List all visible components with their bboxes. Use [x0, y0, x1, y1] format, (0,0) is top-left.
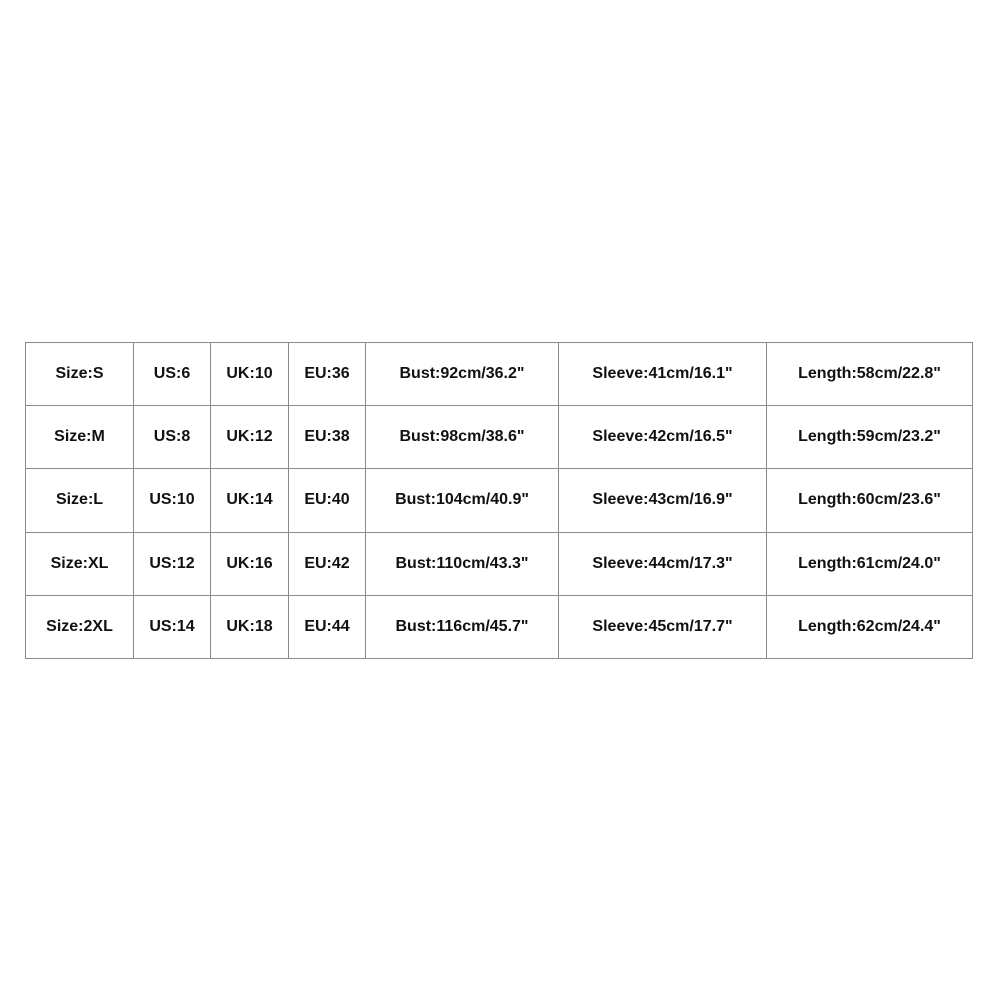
uk-size-cell: UK:10	[211, 343, 289, 406]
length-cell: Length:60cm/23.6"	[767, 469, 973, 532]
table-row	[26, 595, 973, 658]
us-size-cell: US:10	[134, 469, 211, 532]
bust-cell: Bust:116cm/45.7"	[366, 595, 559, 658]
us-size-cell: US:14	[134, 595, 211, 658]
length-cell: Length:58cm/22.8"	[767, 343, 973, 406]
us-size-cell: US:8	[134, 406, 211, 469]
size-cell: Size:L	[26, 469, 134, 532]
length-cell: Length:59cm/23.2"	[767, 406, 973, 469]
uk-size-cell: UK:16	[211, 532, 289, 595]
bust-cell: Bust:98cm/38.6"	[366, 406, 559, 469]
sleeve-cell: Sleeve:44cm/17.3"	[559, 532, 767, 595]
uk-size-cell: UK:14	[211, 469, 289, 532]
eu-size-cell: EU:40	[289, 469, 366, 532]
eu-size-cell: EU:44	[289, 595, 366, 658]
size-chart-table	[25, 342, 973, 659]
us-size-cell: US:6	[134, 343, 211, 406]
us-size-cell: US:12	[134, 532, 211, 595]
table-row	[26, 469, 973, 532]
sleeve-cell: Sleeve:41cm/16.1"	[559, 343, 767, 406]
table-row	[26, 532, 973, 595]
size-cell: Size:XL	[26, 532, 134, 595]
size-cell: Size:S	[26, 343, 134, 406]
sleeve-cell: Sleeve:42cm/16.5"	[559, 406, 767, 469]
size-cell: Size:M	[26, 406, 134, 469]
sleeve-cell: Sleeve:43cm/16.9"	[559, 469, 767, 532]
eu-size-cell: EU:38	[289, 406, 366, 469]
bust-cell: Bust:104cm/40.9"	[366, 469, 559, 532]
size-cell: Size:2XL	[26, 595, 134, 658]
eu-size-cell: EU:36	[289, 343, 366, 406]
uk-size-cell: UK:12	[211, 406, 289, 469]
length-cell: Length:61cm/24.0"	[767, 532, 973, 595]
bust-cell: Bust:110cm/43.3"	[366, 532, 559, 595]
eu-size-cell: EU:42	[289, 532, 366, 595]
bust-cell: Bust:92cm/36.2"	[366, 343, 559, 406]
table-row	[26, 406, 973, 469]
uk-size-cell: UK:18	[211, 595, 289, 658]
size-chart-body	[26, 343, 973, 659]
table-row	[26, 343, 973, 406]
sleeve-cell: Sleeve:45cm/17.7"	[559, 595, 767, 658]
length-cell: Length:62cm/24.4"	[767, 595, 973, 658]
